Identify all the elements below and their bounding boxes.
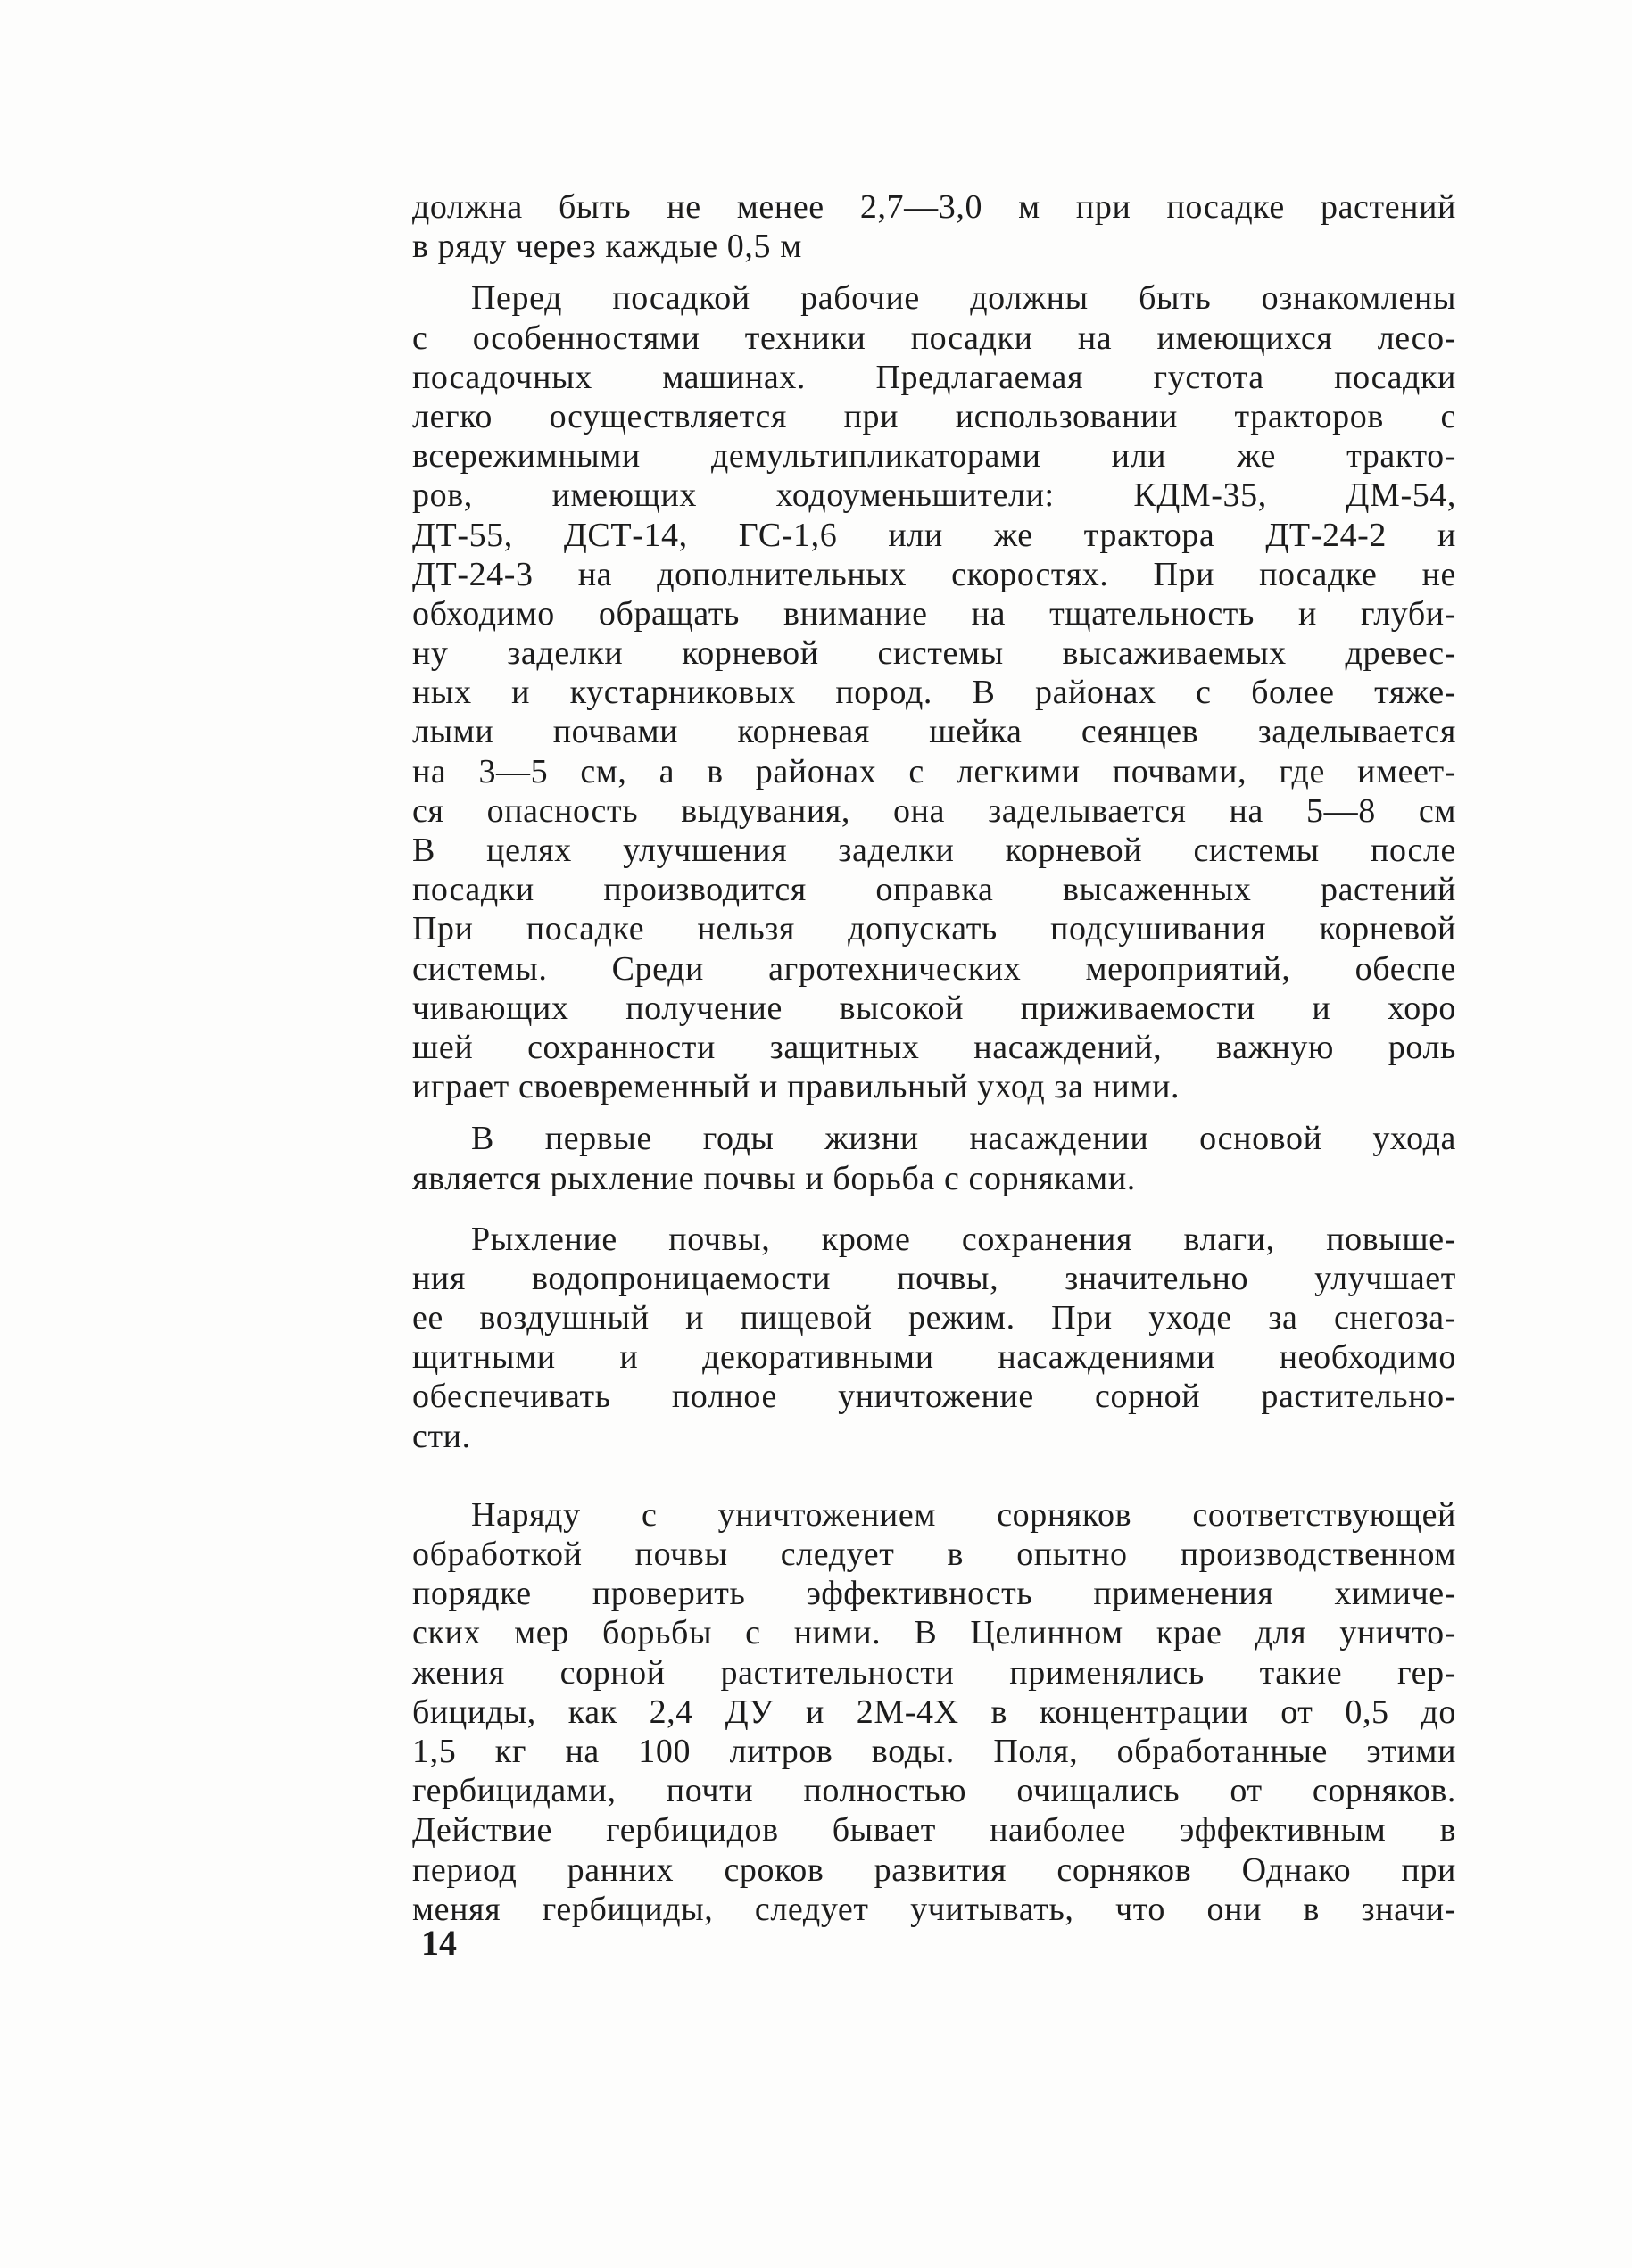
paragraph-1 bbox=[412, 187, 1456, 266]
text-line: обходимо обращать внимание на тщательность и глуби- bbox=[412, 594, 1456, 633]
text-line: должна быть не менее 2,7—3,0 м при посадке растений bbox=[412, 188, 1456, 226]
text-line: ДТ-24-3 на дополнительных скоростях. При посадке не bbox=[412, 555, 1456, 593]
text-line: с особенностями техники посадки на имеющихся лесо- bbox=[412, 319, 1456, 357]
text-line: лыми почвами корневая шейка сеянцев заделывается bbox=[412, 713, 1456, 751]
text-line: щитными и декоративными насаждениями необходимо bbox=[412, 1338, 1456, 1377]
text-line: ее воздушный и пищевой режим. При уходе за снегоза- bbox=[412, 1299, 1456, 1337]
text-line: В целях улучшения заделки корневой системы после bbox=[412, 832, 1456, 869]
body-text bbox=[412, 187, 1456, 1929]
text-line: ных и кустарниковых пород. В районах с более тяже- bbox=[412, 674, 1456, 712]
text-line: При посадке нельзя допускать подсушивания корневой bbox=[412, 910, 1456, 948]
text-line: шей сохранности защитных насаждений, важную роль bbox=[412, 1028, 1456, 1066]
text-line: в ряду через каждые 0,5 м bbox=[412, 228, 802, 266]
text-line: системы. Среди агротехнических мероприятий, обеспе bbox=[412, 949, 1456, 988]
text-line: Действие гербицидов бывает наиболее эффективным в bbox=[412, 1811, 1456, 1850]
paragraph-4 bbox=[412, 1220, 1456, 1456]
text-line: Наряду с уничтожением сорняков соответствующей bbox=[471, 1495, 1456, 1534]
text-line: играет своевременный и правильный уход за ними. bbox=[412, 1068, 1181, 1106]
text-line: гербицидами, почти полностью очищались от сорняков. bbox=[412, 1772, 1456, 1810]
text-line: период ранних сроков развития сорняков Однако при bbox=[412, 1850, 1456, 1889]
page-number: 14 bbox=[421, 1923, 457, 1963]
text-line: легко осуществляется при использовании тракторов с bbox=[412, 397, 1456, 435]
text-line: сти. bbox=[412, 1417, 471, 1455]
text-line: всережимными демультипликаторами или же тракто- bbox=[412, 437, 1456, 476]
text-line: является рыхление почвы и борьба с сорняками. bbox=[412, 1159, 1136, 1197]
text-line: чивающих получение высокой приживаемости и хоро bbox=[412, 989, 1456, 1027]
text-line: меняя гербициды, следует учитывать, что они в значи- bbox=[412, 1890, 1456, 1928]
text-line: ся опасность выдувания, она заделывается на 5—8 см bbox=[412, 791, 1456, 830]
text-line: бициды, как 2,4 ДУ и 2М-4Х в концентрации от 0,5 до bbox=[412, 1693, 1456, 1731]
text-line: Перед посадкой рабочие должны быть ознакомлены bbox=[471, 279, 1456, 318]
text-line: ДТ-55, ДСТ-14, ГС-1,6 или же трактора ДТ-24-2 и bbox=[412, 516, 1456, 554]
text-line: порядке проверить эффективность применения химиче- bbox=[412, 1575, 1456, 1613]
text-line: ров, имеющих ходоуменьшители: КДМ-35, ДМ-54, bbox=[412, 476, 1456, 515]
text-line: обеспечивать полное уничтожение сорной растительно- bbox=[412, 1378, 1456, 1416]
paragraph-3 bbox=[412, 1119, 1456, 1197]
text-line: 1,5 кг на 100 литров воды. Поля, обработанные этими bbox=[412, 1732, 1456, 1770]
text-line: ния водопроницаемости почвы, значительно улучшает bbox=[412, 1259, 1456, 1297]
text-line: ских мер борьбы с ними. В Целинном крае для уничто- bbox=[412, 1614, 1456, 1652]
text-line: посадки производится оправка высаженных растений bbox=[412, 871, 1456, 909]
text-line: обработкой почвы следует в опытно производственном bbox=[412, 1535, 1456, 1573]
text-line: Рыхление почвы, кроме сохранения влаги, повыше- bbox=[471, 1220, 1456, 1258]
text-line: ну заделки корневой системы высаживаемых древес- bbox=[412, 634, 1456, 673]
text-line: посадочных машинах. Предлагаемая густота посадки bbox=[412, 358, 1456, 396]
paragraph-5 bbox=[412, 1495, 1456, 1929]
text-line: В первые годы жизни насаждении основой ухода bbox=[471, 1120, 1456, 1158]
paragraph-2 bbox=[412, 278, 1456, 1106]
text-line: жения сорной растительности применялись такие гер- bbox=[412, 1653, 1456, 1692]
text-line: на 3—5 см, а в районах с легкими почвами, где имеет- bbox=[412, 752, 1456, 790]
